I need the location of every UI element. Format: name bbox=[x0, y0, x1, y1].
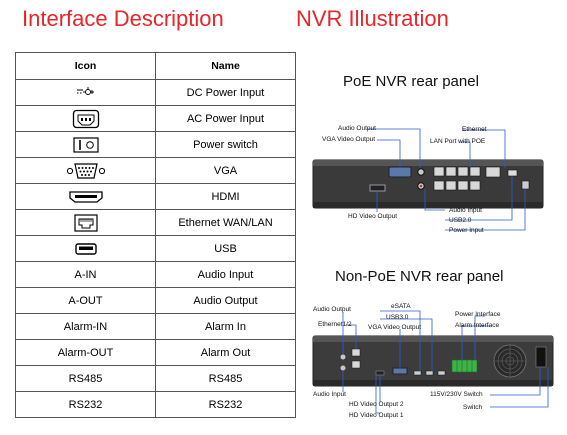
row-name: HDMI bbox=[156, 184, 296, 210]
nonpoe-label-usb30: USB3.0 bbox=[386, 314, 409, 321]
row-name: Alarm In bbox=[156, 314, 296, 340]
name-column-header: Name bbox=[156, 53, 296, 80]
nonpoe-label-alarm-interface: Alarm Interface bbox=[455, 322, 500, 329]
row-icon-text: RS232 bbox=[16, 392, 156, 418]
interface-description-title: Interface Description bbox=[22, 6, 224, 31]
row-name: Audio Output bbox=[156, 288, 296, 314]
row-icon-text: Alarm-OUT bbox=[16, 340, 156, 366]
row-name: USB bbox=[156, 236, 296, 262]
nonpoe-label-audio-output: Audio Output bbox=[313, 306, 351, 313]
poe-label-usb20: USB2.0 bbox=[449, 217, 472, 224]
row-icon-text: Alarm-IN bbox=[16, 314, 156, 340]
nonpoe-label-switch: Switch bbox=[463, 404, 483, 411]
row-icon-text: RS485 bbox=[16, 366, 156, 392]
poe-label-hd-video-output: HD Video Output bbox=[348, 213, 398, 220]
nonpoe-label-ethernet12: Ethernet1/2 bbox=[318, 321, 352, 328]
nonpoe-label-vga-video-output: VGA Video Output bbox=[368, 324, 421, 331]
nonpoe-label-hd-video-output2: HD Video Output 2 bbox=[349, 401, 404, 408]
poe-label-lan-port-poe: LAN Port with POE bbox=[430, 138, 486, 145]
poe-panel-heading: PoE NVR rear panel bbox=[343, 73, 479, 90]
icon-column-header: Icon bbox=[16, 53, 156, 80]
poe-label-ethernet: Ethernet bbox=[462, 126, 487, 133]
nonpoe-label-hd-video-output1: HD Video Output 1 bbox=[349, 412, 404, 419]
nonpoe-panel-heading: Non-PoE NVR rear panel bbox=[335, 268, 504, 285]
row-name: RS485 bbox=[156, 366, 296, 392]
nvr-illustration-title: NVR Illustration bbox=[296, 6, 449, 31]
nonpoe-label-power-interface: Power Interface bbox=[455, 311, 501, 318]
row-name: Audio Input bbox=[156, 262, 296, 288]
row-name: Alarm Out bbox=[156, 340, 296, 366]
poe-label-power-input: Power Input bbox=[449, 227, 484, 234]
nonpoe-label-audio-input: Audio Input bbox=[313, 391, 346, 398]
row-name: DC Power Input bbox=[156, 80, 296, 106]
nonpoe-label-115-230-switch: 115V/230V Switch bbox=[430, 391, 483, 398]
poe-label-vga-video-output: VGA Video Output bbox=[322, 136, 375, 143]
poe-label-audio-input: Audio Input bbox=[449, 207, 482, 214]
row-name: Ethernet WAN/LAN bbox=[156, 210, 296, 236]
row-icon-text: A-OUT bbox=[16, 288, 156, 314]
nonpoe-label-esata: eSATA bbox=[391, 303, 411, 310]
row-name: AC Power Input bbox=[156, 106, 296, 132]
row-name: VGA bbox=[156, 158, 296, 184]
row-icon-text: A-IN bbox=[16, 262, 156, 288]
row-name: Power switch bbox=[156, 132, 296, 158]
poe-label-audio-output: Audio Output bbox=[338, 125, 376, 132]
row-name: RS232 bbox=[156, 392, 296, 418]
